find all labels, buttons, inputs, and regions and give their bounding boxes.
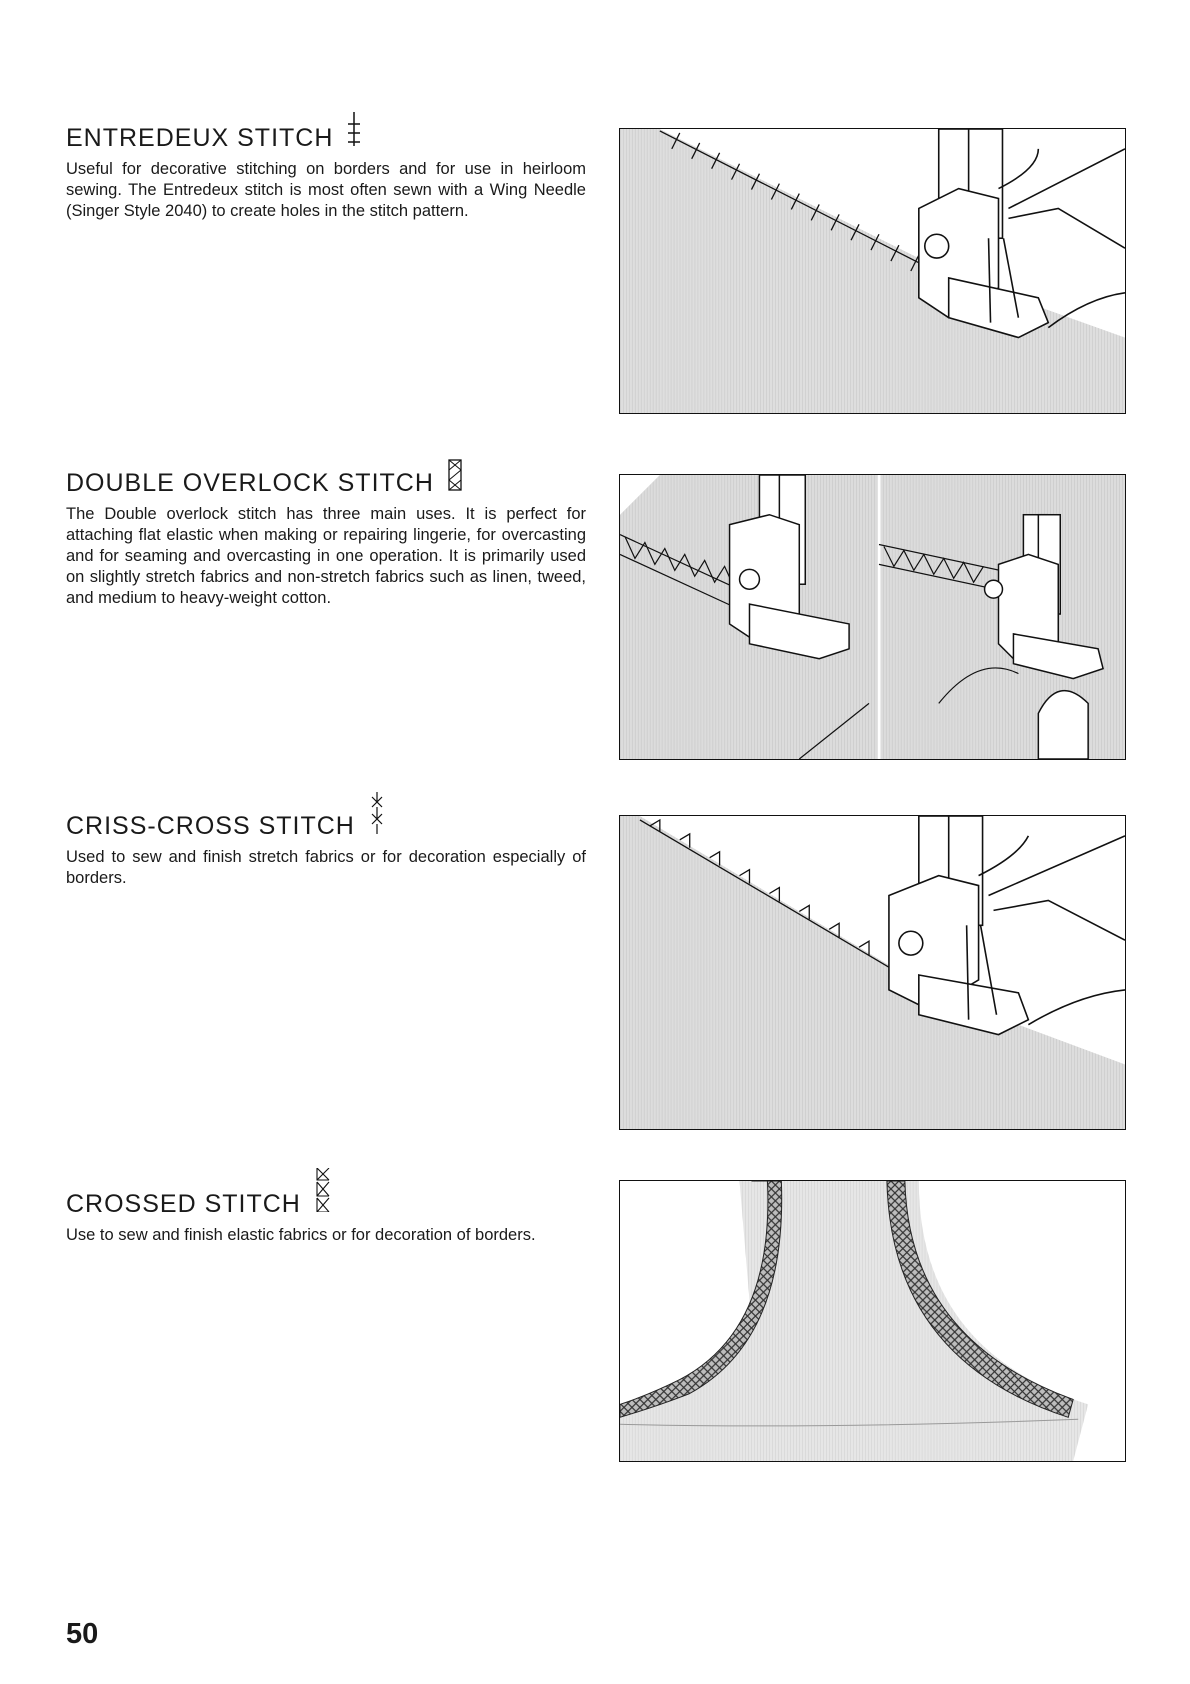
section-description: Useful for decorative stitching on borders and for use in heirloom sewing. The Entredeux stitch is most often sewn with a Wing Needle (Singer Style 2040) to create holes in the stitch pattern.	[66, 160, 586, 220]
criss-cross-stitch-illustration	[619, 815, 1126, 1130]
page-number: 50	[66, 1618, 99, 1650]
section-description: The Double overlock stitch has three main uses. It is perfect for attaching flat elastic when making or repairing lingerie, for overcasting and for seaming and overcasting in one operation. It is primarily used on slightly stretch fabrics and non-stretch fabrics such as linen, tweed, and medium to heavy-weight cotton.	[66, 505, 586, 607]
section-title: ENTREDEUX STITCH	[66, 112, 586, 151]
section-title: CRISS-CROSS STITCH	[66, 792, 586, 839]
section-criss-cross	[66, 792, 586, 889]
section-entredeux	[66, 112, 586, 222]
entredeux-stitch-illustration	[619, 128, 1126, 414]
section-title: CROSSED STITCH	[66, 1168, 586, 1217]
crossed-stitch-icon	[315, 1168, 331, 1217]
section-double-overlock	[66, 459, 586, 609]
section-description: Use to sew and finish elastic fabrics or for decoration of borders.	[66, 1226, 536, 1244]
double-overlock-stitch-icon	[448, 459, 462, 496]
section-description: Used to sew and finish stretch fabrics or for decoration especially of borders.	[66, 848, 586, 887]
double-overlock-stitch-illustration	[619, 474, 1126, 760]
section-title: DOUBLE OVERLOCK STITCH	[66, 459, 586, 496]
entredeux-stitch-icon	[347, 112, 361, 151]
section-crossed	[66, 1168, 586, 1246]
criss-cross-stitch-icon	[369, 792, 385, 839]
crossed-stitch-illustration	[619, 1180, 1126, 1462]
